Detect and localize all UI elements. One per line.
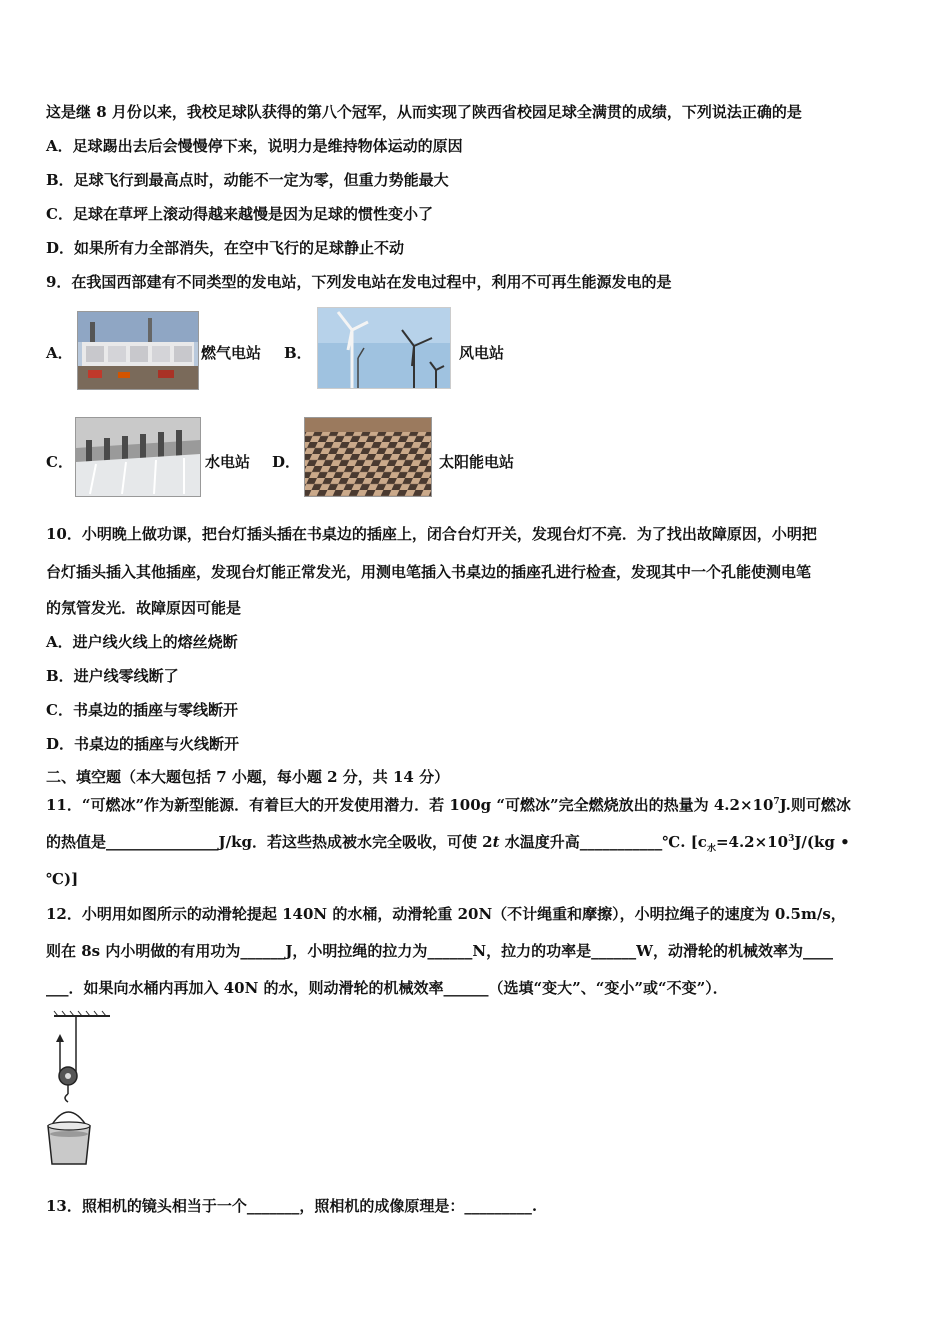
q11-water-subscript: 水 bbox=[706, 844, 716, 854]
q11-line-1-text: 11．“可燃冰”作为新型能源．有着巨大的开发使用潜力．若 100g “可燃冰”完全燃烧放出的热量为 4.2×10 bbox=[46, 796, 774, 814]
q10-stem-line-3: 的氖管发光．故障原因可能是 bbox=[46, 599, 242, 617]
q10-stem-line-2: 台灯插头插入其他插座，发现台灯能正常发光，用测电笔插入书桌边的插座孔进行检查，发现其中一个孔能使测电笔 bbox=[46, 563, 812, 581]
q8-option-d[interactable]: D．如果所有力全部消失，在空中飞行的足球静止不动 bbox=[46, 239, 405, 257]
q11-line-2-text: 的热值是_______________J/kg．若这些热成被水完全吸收，可使 2 bbox=[46, 833, 493, 851]
q11-exponent-2: 3 bbox=[788, 834, 795, 844]
q9-option-c-label: 水电站 bbox=[205, 453, 251, 471]
q11-line-2-unit: J/(kg • bbox=[794, 833, 850, 851]
q9-stem: 9．在我国西部建有不同类型的发电站，下列发电站在发电过程中，利用不可再生能源发电的是 bbox=[46, 273, 672, 291]
q10-option-d[interactable]: D．书桌边的插座与火线断开 bbox=[46, 735, 240, 753]
q10-option-c[interactable]: C．书桌边的插座与零线断开 bbox=[46, 701, 238, 719]
q12-line-1: 12．小明用如图所示的动滑轮提起 140N 的水桶，动滑轮重 20N（不计绳重和摩擦），小明拉绳子的速度为 0.5m/s， bbox=[46, 905, 846, 923]
q9-option-d-label: 太阳能电站 bbox=[439, 453, 515, 471]
q11-line-1-tail: J.则可燃冰 bbox=[779, 796, 851, 814]
q13-stem: 13．照相机的镜头相当于一个_______，照相机的成像原理是：_________. bbox=[46, 1197, 538, 1215]
section-2-heading: 二、填空题（本大题包括 7 小题，每小题 2 分，共 14 分） bbox=[46, 768, 450, 786]
q9-option-c-letter[interactable]: C． bbox=[46, 453, 73, 471]
q11-exponent-1: 7 bbox=[773, 797, 780, 807]
q10-option-b[interactable]: B．进户线零线断了 bbox=[46, 667, 179, 685]
q11-line-1 bbox=[46, 795, 851, 815]
wind-power-station-image bbox=[317, 307, 451, 389]
q11-unit-t: t bbox=[492, 833, 500, 851]
q12-line-3: ___．如果向水桶内再加入 40N 的水，则动滑轮的机械效率______（选填“变大”、“变小”或“不变”）． bbox=[46, 979, 728, 997]
q11-line-2-cvalue: =4.2×10 bbox=[715, 833, 789, 851]
q11-line-2 bbox=[46, 832, 850, 852]
pulley-diagram bbox=[40, 1010, 120, 1170]
q12-line-2: 则在 8s 内小明做的有用功为______J，小明拉绳的拉力为______N，拉力的功率是______W，动滑轮的机械效率为____ bbox=[46, 942, 833, 960]
q10-stem-line-1: 10．小明晚上做功课，把台灯插头插在书桌边的插座上，闭合台灯开关，发现台灯不亮．为了找出故障原因，小明把 bbox=[46, 525, 817, 543]
q9-option-b-label: 风电站 bbox=[459, 344, 505, 362]
q9-option-d-letter[interactable]: D． bbox=[272, 453, 301, 471]
q11-line-2-mid: 水温度升高___________℃. [c bbox=[499, 833, 707, 851]
q8-option-c[interactable]: C．足球在草坪上滚动得越来越慢是因为足球的惯性变小了 bbox=[46, 205, 433, 223]
q9-option-a-label: 燃气电站 bbox=[201, 344, 262, 362]
q9-option-b-letter[interactable]: B． bbox=[284, 344, 312, 362]
q8-stem: 这是继 8 月份以来，我校足球队获得的第八个冠军，从而实现了陕西省校园足球全满贯的成绩，下列说法正确的是 bbox=[46, 103, 802, 121]
q9-option-a-letter[interactable]: A． bbox=[46, 344, 73, 362]
gas-power-station-image bbox=[77, 311, 199, 390]
hydro-power-station-image bbox=[75, 417, 201, 497]
q11-line-3: ℃)] bbox=[46, 870, 79, 888]
q10-option-a[interactable]: A．进户线火线上的熔丝烧断 bbox=[46, 633, 238, 651]
q8-option-b[interactable]: B．足球飞行到最高点时，动能不一定为零，但重力势能最大 bbox=[46, 171, 449, 189]
q8-option-a[interactable]: A．足球踢出去后会慢慢停下来，说明力是维持物体运动的原因 bbox=[46, 137, 463, 155]
solar-power-station-image bbox=[304, 417, 432, 497]
